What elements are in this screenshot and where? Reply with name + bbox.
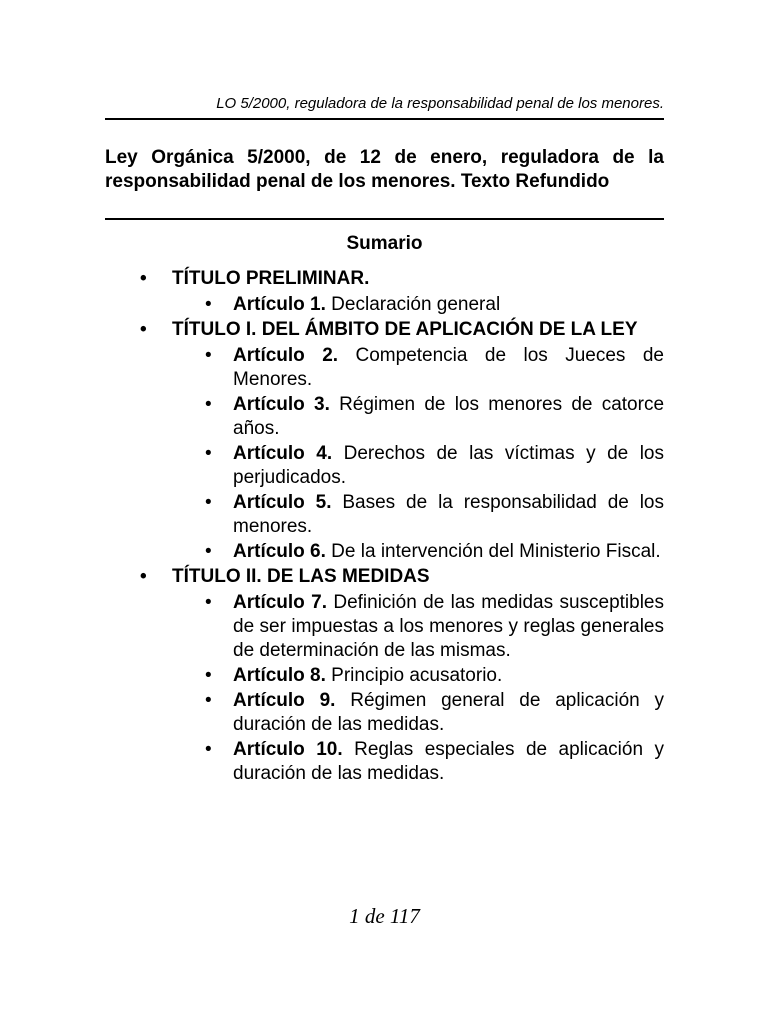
toc-article-4[interactable] (105, 442, 664, 490)
toc-article-5[interactable] (105, 491, 664, 539)
article-description: Competencia de los Jueces de Menores. (233, 345, 664, 390)
toc-title-label: TÍTULO II. DE LAS MEDIDAS (172, 566, 430, 587)
article-number: Artículo 6. (233, 541, 326, 562)
toc-article-10[interactable] (105, 738, 664, 786)
article-number: Artículo 3. (233, 394, 330, 415)
article-number: Artículo 2. (233, 345, 339, 366)
article-number: Artículo 8. (233, 665, 326, 686)
article-description: De la intervención del Ministerio Fiscal. (325, 541, 661, 562)
toc-article-2[interactable] (105, 344, 664, 392)
bullet-icon: • (140, 268, 147, 289)
toc-article-6[interactable] (105, 540, 664, 564)
bullet-icon: • (205, 492, 212, 513)
bullet-icon: • (205, 541, 212, 562)
bullet-icon: • (140, 319, 147, 340)
bullet-icon: • (205, 443, 212, 464)
toc-article-3[interactable] (105, 393, 664, 441)
bullet-icon: • (205, 739, 212, 760)
toc-article-1[interactable] (105, 293, 664, 317)
document-page (105, 0, 664, 1024)
page-number: 1 de 117 (349, 904, 420, 928)
article-description: Declaración general (325, 294, 501, 315)
toc-title-2[interactable] (105, 565, 664, 589)
table-of-contents (105, 267, 664, 787)
toc-title-1[interactable] (105, 318, 664, 342)
article-number: Artículo 7. (233, 592, 327, 613)
title-divider (105, 218, 664, 220)
toc-article-9[interactable] (105, 689, 664, 737)
article-description: Definición de las medidas susceptibles de ser impuestas a los menores y reglas generales de determinación de las mismas. (233, 592, 664, 661)
toc-title-label: TÍTULO PRELIMINAR. (172, 268, 370, 289)
summary-heading: Sumario (346, 233, 423, 254)
article-number: Artículo 10. (233, 739, 343, 760)
article-number: Artículo 9. (233, 690, 336, 711)
article-description: Régimen general de aplicación y duración de las medidas. (233, 690, 665, 735)
article-description: Régimen de los menores de catorce años. (233, 394, 665, 439)
header-divider (105, 118, 664, 120)
toc-title-label: TÍTULO I. DEL ÁMBITO DE APLICACIÓN DE LA LEY (172, 319, 638, 340)
bullet-icon: • (205, 665, 212, 686)
article-number: Artículo 5. (233, 492, 332, 513)
toc-article-7[interactable] (105, 591, 664, 663)
article-number: Artículo 1. (233, 294, 326, 315)
article-description: Principio acusatorio. (325, 665, 503, 686)
article-description: Reglas especiales de aplicación y duración de las medidas. (233, 739, 664, 784)
bullet-icon: • (205, 592, 212, 613)
toc-title-preliminar[interactable] (105, 267, 664, 291)
bullet-icon: • (205, 345, 212, 366)
toc-article-8[interactable] (105, 664, 664, 688)
bullet-icon: • (205, 394, 212, 415)
running-header: LO 5/2000, reguladora de la responsabilidad penal de los menores. (216, 95, 664, 112)
bullet-icon: • (205, 294, 212, 315)
document-title: Ley Orgánica 5/2000, de 12 de enero, reguladora de la responsabilidad penal de los menores. Texto Refundido (105, 147, 664, 192)
bullet-icon: • (140, 566, 147, 587)
article-description: Derechos de las víctimas y de los perjudicados. (233, 443, 664, 488)
bullet-icon: • (205, 690, 212, 711)
article-number: Artículo 4. (233, 443, 333, 464)
article-description: Bases de la responsabilidad de los menores. (233, 492, 664, 537)
